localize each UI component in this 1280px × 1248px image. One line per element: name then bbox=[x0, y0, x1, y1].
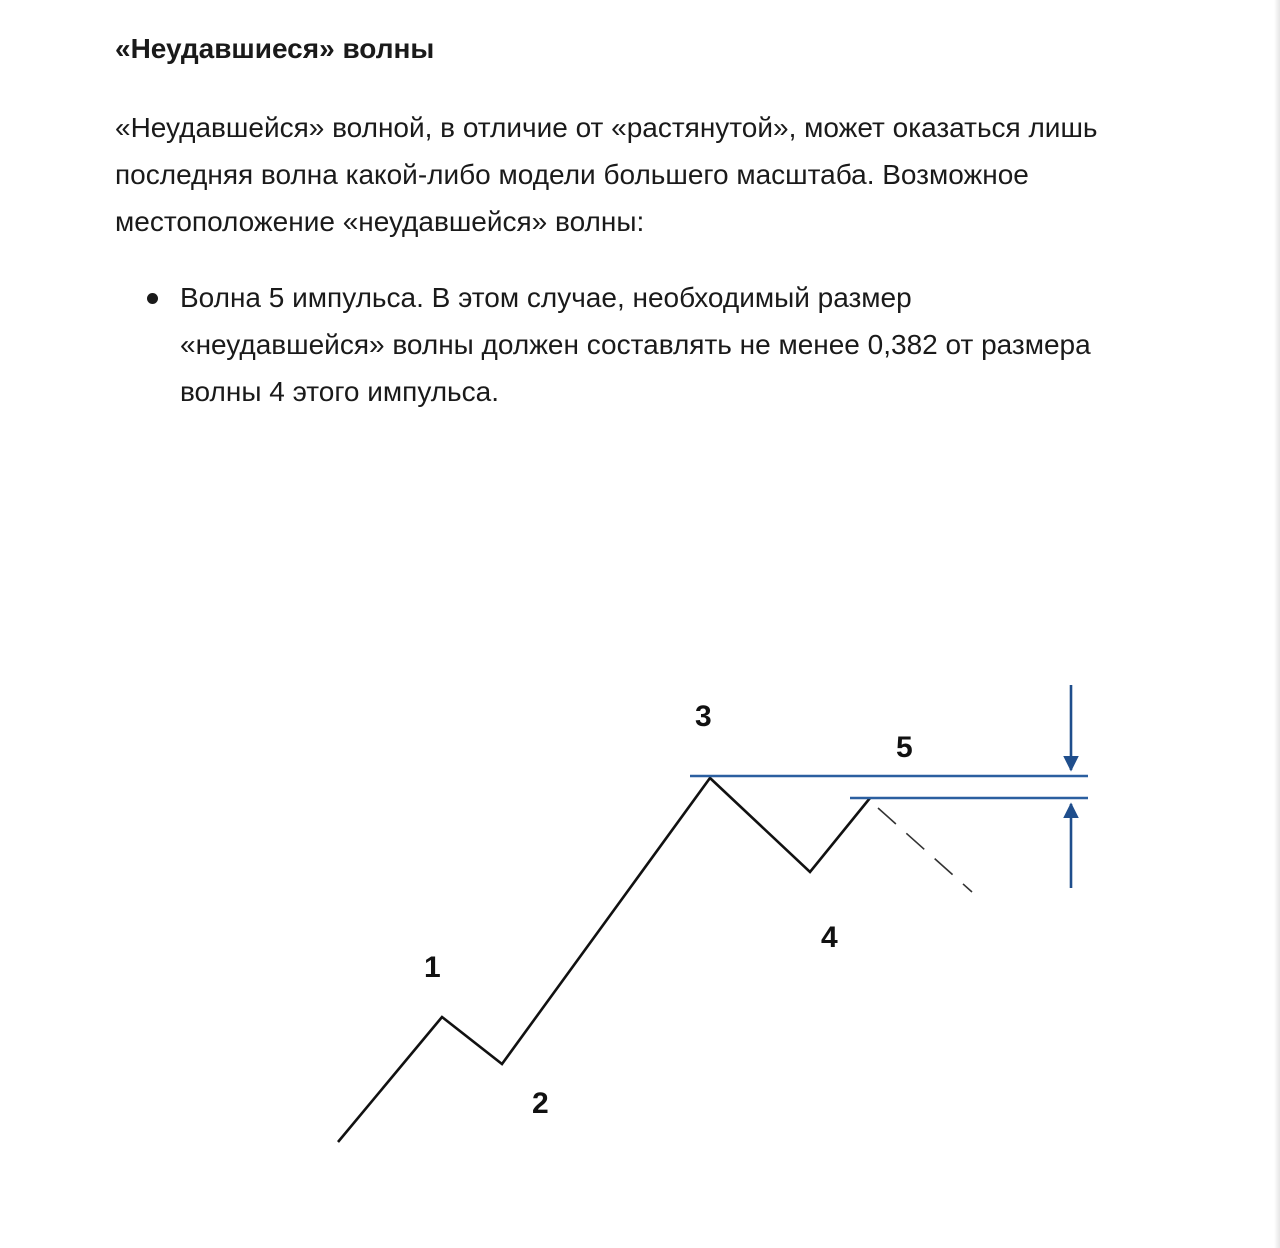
section-heading: «Неудавшиеся» волны bbox=[115, 33, 435, 64]
wave-label-3: 3 bbox=[695, 700, 712, 733]
wave-label-5: 5 bbox=[896, 731, 913, 764]
list-item-line: волны 4 этого импульса. bbox=[180, 376, 499, 407]
wave-path bbox=[338, 778, 870, 1142]
list-item-line: Волна 5 импульса. В этом случае, необходимый размер bbox=[180, 282, 912, 313]
paragraph-line: местоположение «неудавшейся» волны: bbox=[115, 206, 645, 237]
wave-label-1: 1 bbox=[424, 951, 441, 984]
projection-dashed-line bbox=[878, 808, 972, 892]
wave-label-2: 2 bbox=[532, 1087, 549, 1120]
paragraph-line: «Неудавшейся» волной, в отличие от «растянутой», может оказаться лишь bbox=[115, 112, 1098, 143]
wave-label-4: 4 bbox=[821, 921, 838, 954]
paragraph-line: последняя волна какой-либо модели большего масштаба. Возможное bbox=[115, 159, 1029, 190]
list-item-line: «неудавшейся» волны должен составлять не менее 0,382 от размера bbox=[180, 329, 1091, 360]
